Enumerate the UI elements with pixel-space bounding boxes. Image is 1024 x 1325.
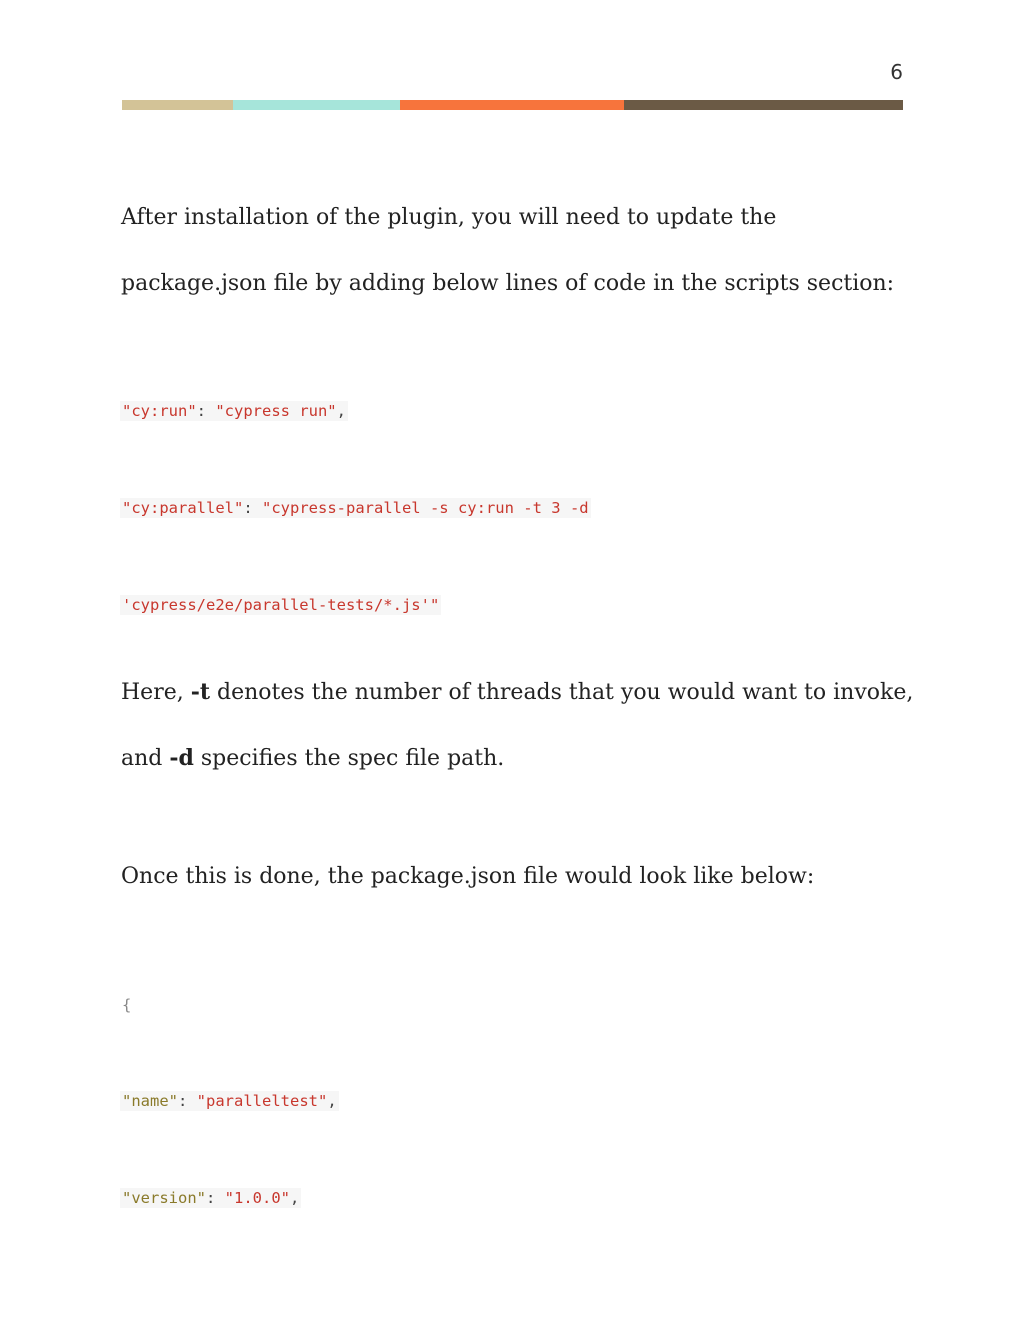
paragraph-text: specifies the spec file path. — [193, 746, 505, 771]
paragraph-3: Once this is done, the package.json file would look like below: — [121, 864, 815, 889]
code-line-cy-run — [120, 401, 348, 421]
code-key: "name" — [122, 1092, 178, 1110]
paragraph-1-line-1: After installation of the plugin, you will need to update the — [121, 205, 777, 230]
code-line-name — [120, 1091, 339, 1111]
code-line-version — [120, 1188, 301, 1208]
code-value: "1.0.0" — [224, 1189, 290, 1207]
code-separator: : — [178, 1092, 197, 1110]
code-separator: : — [243, 499, 262, 517]
code-comma: , — [336, 402, 346, 420]
paragraph-2-line-1 — [121, 679, 913, 706]
code-value: 'cypress/e2e/parallel-tests/*.js'" — [122, 596, 440, 614]
paragraph-1-line-2: package.json file by adding below lines of code in the scripts section: — [121, 271, 895, 296]
code-brace: { — [122, 996, 132, 1014]
header-bar-segment-3 — [400, 100, 624, 110]
code-line-spec-path — [120, 595, 441, 615]
flag-d: -d — [169, 745, 194, 771]
code-key: "cy:parallel" — [122, 499, 244, 517]
paragraph-2-line-2 — [121, 745, 504, 772]
flag-t: -t — [190, 679, 211, 705]
code-value: "cypress-parallel -s cy:run -t 3 -d — [262, 499, 589, 517]
paragraph-text: and — [121, 746, 170, 771]
code-separator: : — [206, 1189, 225, 1207]
code-key: "cy:run" — [122, 402, 197, 420]
header-bar-segment-1 — [122, 100, 233, 110]
code-value: "paralleltest" — [196, 1092, 328, 1110]
header-bar-segment-2 — [233, 100, 400, 110]
code-comma: , — [327, 1092, 337, 1110]
code-key: "version" — [122, 1189, 206, 1207]
header-bar-segment-4 — [624, 100, 903, 110]
page-number: 6 — [890, 60, 903, 84]
code-separator: : — [196, 402, 216, 420]
paragraph-text: Here, — [121, 680, 191, 705]
header-color-bar — [122, 100, 903, 110]
code-line-cy-parallel — [120, 498, 591, 518]
code-comma: , — [290, 1189, 300, 1207]
code-line-brace — [120, 995, 133, 1015]
code-value: "cypress run" — [215, 402, 337, 420]
paragraph-text: denotes the number of threads that you would want to invoke, — [210, 680, 914, 705]
